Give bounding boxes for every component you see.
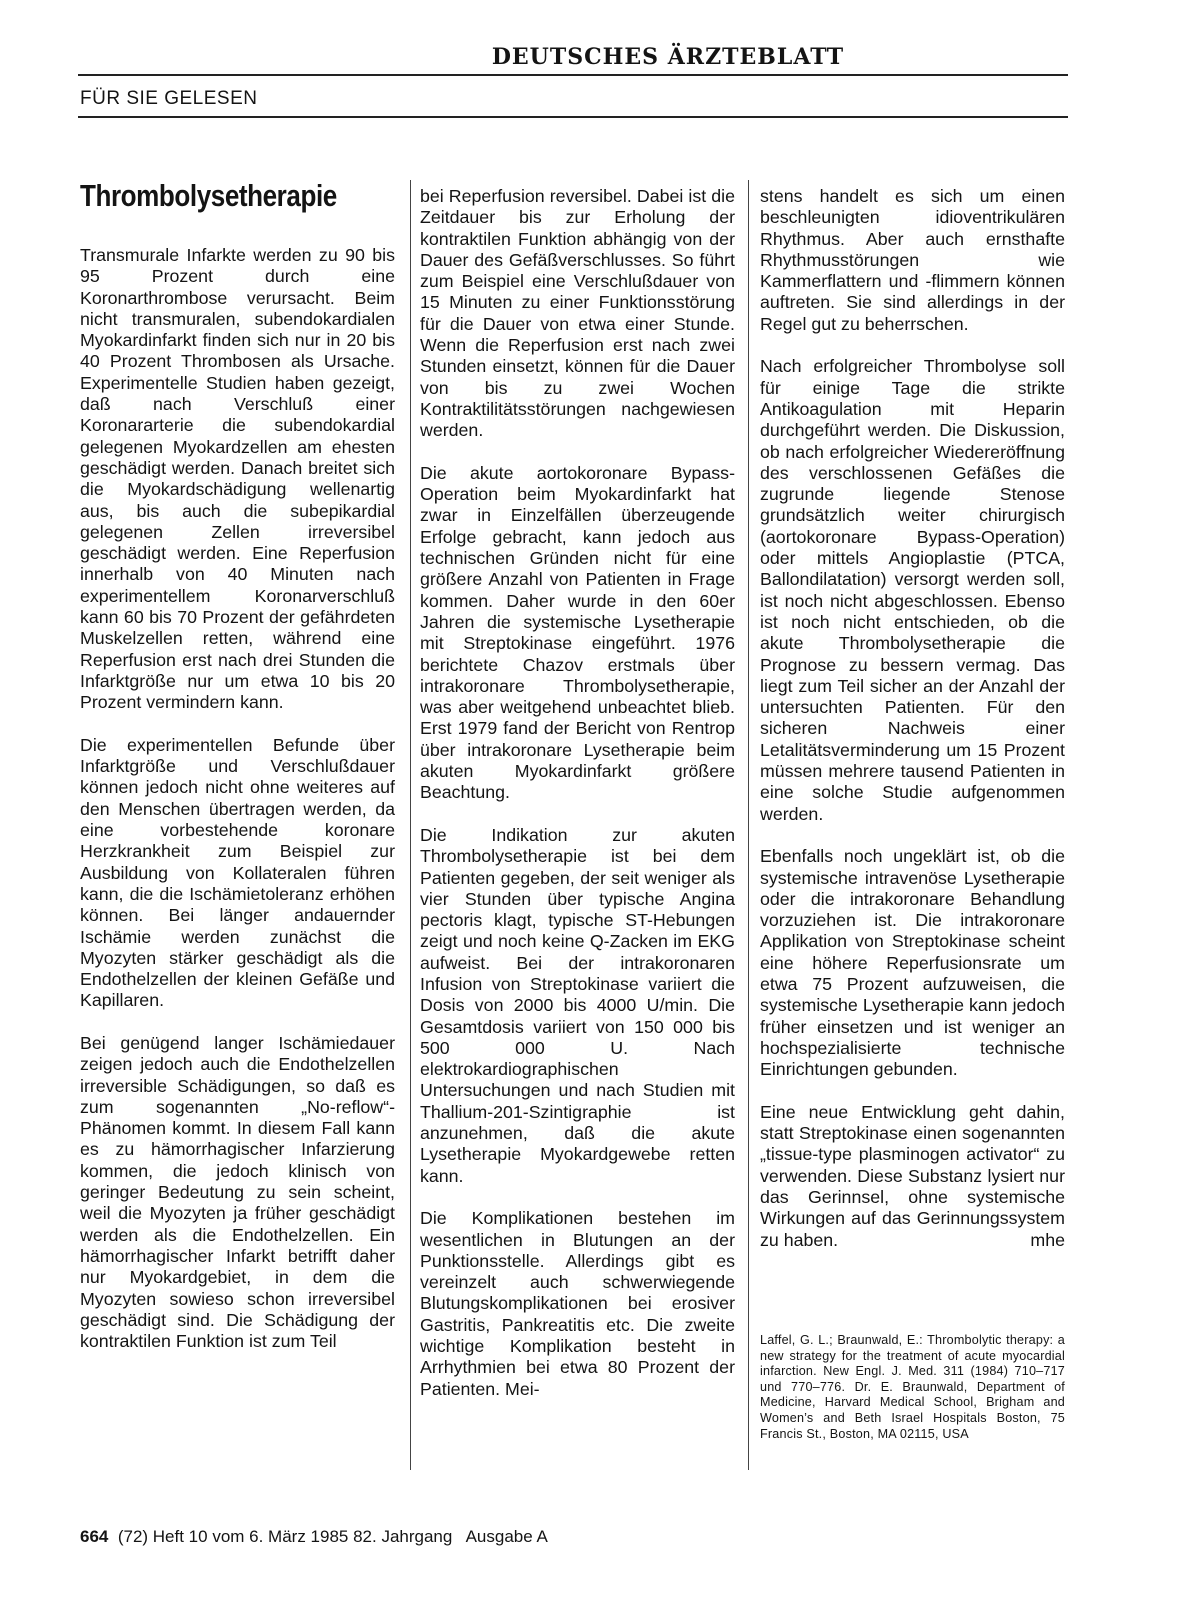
paragraph: Die Indikation zur akuten Thrombolysetherapie ist bei dem Patienten gegeben, der seit weniger als vier Stunden über typische Angina pectoris klagt, typische ST-Hebungen zeigt und noch keine Q-Zacken im EKG aufweist. Bei der intrakoronaren Infusion von Streptokinase variiert die Dosis von 2000 bis 4000 U/min. Die Gesamtdosis variiert von 150 000 bis 500 000 U. Nach elektrokardiographischen Untersuchungen und nach Studien mit Thallium-201-Szintigraphie ist anzunehmen, daß die akute Lysetherapie Myokardgewebe retten kann. (420, 824, 735, 1186)
section-label: FÜR SIE GELESEN (80, 88, 258, 109)
column-divider-2 (748, 180, 749, 1470)
paragraph: Die akute aortokoronare Bypass-Operation beim Myokardinfarkt hat zwar in Einzelfällen überzeugende Erfolge gebracht, kann jedoch aus technischen Gründen nicht für eine größere Anzahl von Patienten in Frage kommen. Daher wurde in den 60er Jahren die systemische Lysetherapie mit Streptokinase eingeführt. 1976 berichtete Chazov erstmals über intrakoronare Thrombolysetherapie, was aber weitgehend unbeachtet blieb. Erst 1979 fand der Bericht von Rentrop über intrakoronare Lysetherapie beim akuten Myokardinfarkt größere Beachtung. (420, 462, 735, 803)
article-column-3 (760, 186, 1065, 1272)
article-column-2 (420, 186, 735, 1421)
journal-masthead (78, 44, 1068, 76)
paragraph: Bei genügend langer Ischämiedauer zeigen jedoch auch die Endothelzellen irreversible Schädigungen, so daß es zum sogenannten „No-reflow“-Phänomen kommt. In diesem Fall kann es zu hämorrhagischer Infarzierung kommen, die jedoch klinisch von geringer Bedeutung zu sein scheint, weil die Myozyten ja früher geschädigt werden als die Endothelzellen. Ein hämorrhagischer Infarkt betrifft daher nur Myokardgebiet, in dem die Myozyten sowieso schon irreversibel geschädigt sind. Die Schädigung der kontraktilen Funktion ist zum Teil (80, 1032, 395, 1352)
paragraph: Nach erfolgreicher Thrombolyse soll für einige Tage die strikte Antikoagulation mit Heparin durchgeführt werden. Die Diskussion, ob nach erfolgreicher Wiedereröffnung des verschlossenen Gefäßes die zugrunde liegende Stenose grundsätzlich weiter chirurgisch (aortokoronare Bypass-Operation) oder mittels Angioplastie (PTCA, Ballondilatation) versorgt werden soll, ist noch nicht abgeschlossen. Ebenso ist noch nicht entschieden, ob die akute Thrombolysetherapie die Prognose zu bessern vermag. Das liegt zum Teil sicher an der Anzahl der untersuchten Patienten. Für den sicheren Nachweis einer Letalitätsverminderung um 15 Prozent müssen mehrere tausend Patienten in eine solche Studie aufgenommen werden. (760, 356, 1065, 824)
paragraph: Ebenfalls noch ungeklärt ist, ob die systemische intravenöse Lysetherapie oder die intrakoronare Behandlung vorzuziehen ist. Die intrakoronare Applikation von Streptokinase scheint eine höhere Reperfusionsrate um etwa 75 Prozent aufzuweisen, die systemische Lysetherapie kann jedoch früher einsetzen und ist weniger an hochspezialisierte technische Einrichtungen gebunden. (760, 846, 1065, 1080)
journal-name: DEUTSCHES ÄRZTEBLATT (491, 44, 845, 70)
article-title: Thrombolysetherapie (80, 178, 337, 213)
paragraph: stens handelt es sich um einen beschleunigten idioventrikulären Rhythmus. Aber auch ernsthafte Rhythmusstörungen wie Kammerflattern und -flimmern können auftreten. Sie sind allerdings in der Regel gut zu beherrschen. (760, 186, 1065, 334)
issue-info: (72) Heft 10 vom 6. März 1985 82. Jahrgang Ausgabe A (117, 1527, 548, 1546)
paragraph: bei Reperfusion reversibel. Dabei ist die Zeitdauer bis zur Erholung der kontraktilen Funktion abhängig von der Dauer des Gefäßverschlusses. So führt zum Beispiel eine Verschlußdauer von 15 Minuten zu einer Funktionsstörung für die Dauer von etwa einer Stunde. Wenn die Reperfusion erst nach zwei Stunden einsetzt, können für die Dauer von bis zu zwei Wochen Kontraktilitätsstörungen nachgewiesen werden. (420, 186, 735, 441)
page-footer (80, 1527, 548, 1547)
paragraph: Die experimentellen Befunde über Infarktgröße und Verschlußdauer können jedoch nicht ohne weiteres auf den Menschen übertragen werden, da eine vorbestehende koronare Herzkrankheit zum Beispiel zur Ausbildung von Kollateralen führen kann, die die Ischämietoleranz erhöhen können. Bei länger andauernder Ischämie werden zunächst die Myozyten stärker geschädigt als die Endothelzellen der kleinen Gefäße und Kapillaren. (80, 734, 395, 1011)
literature-reference: Laffel, G. L.; Braunwald, E.: Thrombolytic therapy: a new strategy for the treatment of acute myocardial infarction. New Engl. J. Med. 311 (1984) 710–717 und 770–776. Dr. E. Braunwald, Department of Medicine, Harvard Medical School, Brigham and Women’s and Beth Israel Hospitals Boston, 75 Francis St., Boston, MA 02115, USA (760, 1333, 1065, 1441)
page-number: 664 (80, 1527, 109, 1546)
column-divider-1 (410, 180, 411, 1470)
paragraph: Transmurale Infarkte werden zu 90 bis 95 Prozent durch eine Koronarthrombose verursacht. Beim nicht transmuralen, subendokardialen Myokardinfarkt finden sich nur in 20 bis 40 Prozent Thrombosen als Ursache. Experimentelle Studien haben gezeigt, daß nach Verschluß einer Koronararterie die subendokardial gelegenen Myokardzellen am ehesten geschädigt werden. Danach breitet sich die Myokardschädigung wellenartig aus, bis auch die subepikardial gelegenen Zellen irreversibel geschädigt werden. Eine Reperfusion innerhalb von 40 Minuten nach experimentellem Koronarverschluß kann 60 bis 70 Prozent der gefährdeten Muskelzellen retten, während eine Reperfusion erst nach drei Stunden die Infarktgröße nur um etwa 10 bis 20 Prozent vermindern kann. (80, 245, 395, 713)
author-signature: mhe (1030, 1229, 1065, 1250)
paragraph: Die Komplikationen bestehen im wesentlichen in Blutungen an der Punktionsstelle. Allerdings gibt es vereinzelt auch schwerwiegende Blutungskomplikationen bei erosiver Gastritis, Pankreatitis etc. Die zweite wichtige Komplikation besteht in Arrhythmien bei etwa 80 Prozent der Patienten. Mei- (420, 1208, 735, 1399)
article-column-1 (80, 245, 395, 1374)
paragraph-text: Eine neue Entwicklung geht dahin, statt Streptokinase einen sogenannten „tissue-type plasminogen activator“ zu verwenden. Diese Substanz lysiert nur das Gerinnsel, ohne systemische Wirkungen auf das Gerinnungssystem zu haben. (760, 1101, 1065, 1250)
header-divider (78, 116, 1068, 118)
paragraph-last (760, 1102, 1065, 1251)
